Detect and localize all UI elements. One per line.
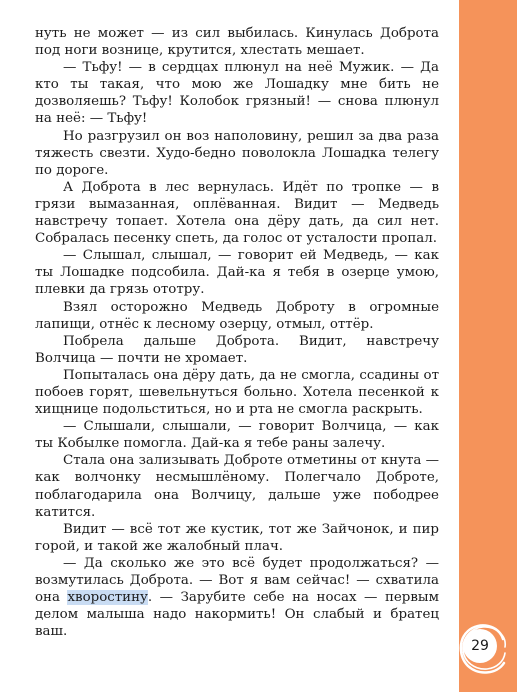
paragraph: А Доброта в лес вернулась. Идёт по тропке — в грязи вымазанная, оплёванная. Видит — Медведь навстречу топает. Хотела она дёру дать, да сил нет. Собралась песенку спеть, да голос от усталости пропал. <box>35 179 439 247</box>
page-number: 29 <box>471 638 489 654</box>
paragraph-text: — Да сколько же это всё будет продолжаться? — возмутилась Доброта. — Вот я вам сейчас! — схватила она <box>35 555 439 606</box>
highlighted-word[interactable]: хворостину <box>67 590 148 606</box>
paragraph: Видит — всё тот же кустик, тот же Зайчонок, и пир горой, и такой же жалобный плач. <box>35 521 439 554</box>
paragraph: нуть не может — из сил выбилась. Кинулась Доброта под ноги вознице, крутится, хлестать мешает. <box>35 26 439 59</box>
paragraph: Попыталась она дёру дать, да не смогла, ссадины от побоев горят, шевельнуться больно. Хотела песенкой к хищнице подольститься, но и рта не смогла раскрыть. <box>35 367 439 418</box>
page-side-band <box>459 0 517 692</box>
page-number-badge <box>455 617 511 677</box>
paragraph: Стала она зализывать Доброте отметины от кнута — как волчонку несмышлёному. Полегчало Доброте, поблагодарила она Волчицу, дальше уже пободрее катится. <box>35 453 439 520</box>
paragraph: Побрела дальше Доброта. Видит, навстречу Волчица — почти не хромает. <box>35 333 439 366</box>
paragraph: — Тьфу! — в сердцах плюнул на неё Мужик. — Да кто ты такая, что мою же Лошадку мне бить не дозволяешь? Тьфу! Колобок грязный! — снова плюнул на неё: — Тьфу! <box>35 60 439 127</box>
paragraph-text: . — Зарубите себе на носах — первым делом малыша надо накормить! Он слабый и братец ваш. <box>35 590 439 640</box>
paragraph: Но разгрузил он воз наполовину, решил за два раза тяжесть свезти. Худо-бедно поволокла Лошадка телегу по дороге. <box>35 128 439 178</box>
paragraph: — Слышал, слышал, — говорит ей Медведь, — как ты Лошадке подсобила. Дай-ка я тебя в озерце умою, плевки да грязь ототру. <box>35 248 439 298</box>
paragraph <box>35 555 439 640</box>
story-text <box>35 25 439 640</box>
paragraph: — Слышали, слышали, — говорит Волчица, — как ты Кобылке помогла. Дай-ка я тебе раны залечу. <box>35 419 439 452</box>
paragraph: Взял осторожно Медведь Доброту в огромные лапищи, отнёс к лесному озерцу, отмыл, оттёр. <box>35 299 439 332</box>
